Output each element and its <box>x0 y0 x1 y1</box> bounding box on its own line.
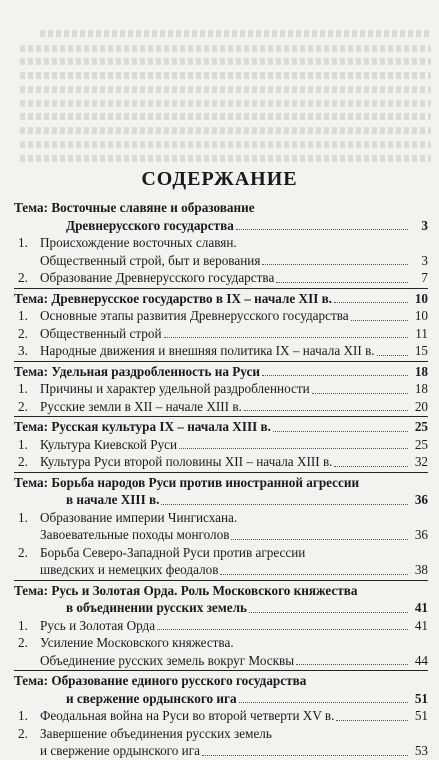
toc-page-number: 20 <box>414 398 428 414</box>
toc-entry-text: Тема: Борьба народов Руси против иностранной агрессии <box>14 474 360 490</box>
toc-entry-text: Тема: Образование единого русского государства <box>14 673 307 688</box>
toc-entry-text: Тема: Древнерусское государство в IX – начале XII в. <box>14 290 333 306</box>
toc-entry-text: Тема: Русская культура IX – начала XIII в. <box>14 419 271 434</box>
toc-item-number: 1. <box>18 509 28 525</box>
dot-leader <box>161 504 408 505</box>
toc-page-number: 15 <box>414 343 428 358</box>
section-divider <box>14 472 428 473</box>
toc-entry-text: Причины и характер удельной раздробленности <box>40 381 310 396</box>
toc-item-entry[interactable] <box>14 725 428 760</box>
toc-theme-entry[interactable] <box>14 418 428 436</box>
toc-entry-text: Культура Киевской Руси <box>40 436 178 452</box>
toc-page-number: 51 <box>414 690 428 706</box>
toc-item-entry[interactable] <box>14 453 428 471</box>
toc-entry-text: шведских и немецких феодалов <box>40 562 219 577</box>
section-divider <box>14 288 428 289</box>
toc-page-number: 41 <box>414 617 428 633</box>
toc-entry-text: Завоевательные походы монголов <box>40 527 230 542</box>
section-divider <box>14 416 428 417</box>
dot-leader <box>334 302 408 303</box>
toc-entry-text: Феодальная война на Руси во второй четверти XV в. <box>40 708 335 723</box>
toc-page-number: 18 <box>414 363 428 379</box>
toc-page-number: 53 <box>414 743 428 758</box>
toc-item-number: 1. <box>18 308 28 323</box>
dot-leader <box>296 664 408 665</box>
toc-page-number: 51 <box>414 708 428 723</box>
toc-item-entry[interactable] <box>14 436 428 454</box>
toc-item-entry[interactable] <box>14 342 428 360</box>
toc-page-number: 36 <box>414 527 428 542</box>
toc-entry-text: Тема: Русь и Золотая Орда. Роль Московского княжества <box>14 582 358 598</box>
toc-page-number: 10 <box>414 308 428 323</box>
toc-entry-text: Культура Руси второй половины XII – начала XIII в. <box>40 454 333 469</box>
page-title: СОДЕРЖАНИЕ <box>141 168 298 190</box>
toc-item-entry[interactable] <box>14 634 428 669</box>
dot-leader <box>351 320 408 321</box>
toc-item-entry[interactable] <box>14 380 428 398</box>
dot-leader <box>179 448 408 449</box>
dot-leader <box>262 375 408 376</box>
toc-entry-text: Тема: Восточные славяне и образование <box>14 200 255 215</box>
toc-entry-text: Усиление Московского княжества. <box>40 635 234 650</box>
toc-item-number: 1. <box>18 617 28 633</box>
toc-entry-text: в начале XIII в. <box>66 492 160 507</box>
toc-item-number: 1. <box>18 708 28 723</box>
toc-entry-text: Происхождение восточных славян. <box>40 235 237 250</box>
toc-entry-text: Древнерусского государства <box>66 217 234 233</box>
dot-leader <box>202 755 408 756</box>
dot-leader <box>377 355 408 356</box>
toc-entry-text: Общественный строй <box>40 325 162 341</box>
toc-item-number: 2. <box>18 725 28 741</box>
toc-item-number: 3. <box>18 343 28 358</box>
dot-leader <box>249 612 408 613</box>
toc-entry-text: Тема: Удельная раздробленность на Руси <box>14 363 260 379</box>
toc-theme-entry[interactable] <box>14 582 428 617</box>
toc-item-number: 1. <box>18 381 28 396</box>
toc-entry-text: Завершение объединения русских земель <box>40 725 272 741</box>
dot-leader <box>334 466 408 467</box>
toc-theme-entry[interactable] <box>14 672 428 707</box>
dot-leader <box>273 431 408 432</box>
dot-leader <box>164 337 408 338</box>
toc-theme-entry[interactable] <box>14 199 428 234</box>
section-divider <box>14 361 428 362</box>
dot-leader <box>157 629 408 630</box>
toc-entry-text: и свержение ордынского ига <box>66 690 237 706</box>
toc-page-number: 11 <box>415 325 428 341</box>
toc-item-number: 2. <box>18 635 28 650</box>
toc-item-entry[interactable] <box>14 398 428 416</box>
dot-leader <box>312 393 408 394</box>
toc-item-entry[interactable] <box>14 307 428 325</box>
dot-leader <box>262 264 408 265</box>
toc-item-entry[interactable] <box>14 617 428 635</box>
toc-page-number: 38 <box>414 562 428 577</box>
toc-page-number: 18 <box>414 381 428 396</box>
toc-item-entry[interactable] <box>14 509 428 544</box>
toc-page-number: 41 <box>414 600 428 615</box>
toc-page-number: 32 <box>414 454 428 469</box>
table-of-contents <box>14 199 428 760</box>
toc-page-number: 7 <box>421 270 428 285</box>
toc-page-number: 25 <box>414 419 428 434</box>
toc-item-entry[interactable] <box>14 269 428 287</box>
toc-entry-text: и свержение ордынского ига <box>40 743 200 758</box>
toc-entry-text: в объединении русских земель <box>66 600 247 615</box>
toc-item-number: 2. <box>18 270 28 285</box>
toc-item-entry[interactable] <box>14 234 428 269</box>
show-through-text <box>0 0 439 170</box>
toc-page-number: 3 <box>421 252 428 268</box>
toc-item-number: 2. <box>18 544 28 560</box>
toc-entry-text: Основные этапы развития Древнерусского государства <box>40 308 349 323</box>
toc-item-number: 1. <box>18 235 28 250</box>
toc-entry-text: Русь и Золотая Орда <box>40 617 156 633</box>
toc-page-number: 36 <box>414 492 428 507</box>
toc-item-number: 2. <box>18 454 28 469</box>
dot-leader <box>239 702 408 703</box>
dot-leader <box>231 539 408 540</box>
toc-theme-entry[interactable] <box>14 290 428 308</box>
dot-leader <box>244 410 408 411</box>
section-divider <box>14 580 428 581</box>
toc-page-number: 25 <box>414 436 428 452</box>
toc-page-number: 10 <box>414 290 428 306</box>
toc-item-entry[interactable] <box>14 707 428 725</box>
section-divider <box>14 670 428 671</box>
toc-entry-text: Объединение русских земель вокруг Москвы <box>40 652 295 668</box>
dot-leader <box>236 229 408 230</box>
dot-leader <box>276 282 408 283</box>
toc-entry-text: Общественный строй, быт и верования <box>40 252 261 268</box>
toc-item-number: 2. <box>18 398 28 414</box>
toc-entry-text: Образование империи Чингисхана. <box>40 509 238 525</box>
toc-theme-entry[interactable] <box>14 474 428 509</box>
dot-leader <box>336 720 408 721</box>
toc-item-number: 1. <box>18 436 28 452</box>
toc-item-number: 2. <box>18 325 28 341</box>
toc-entry-text: Борьба Северо-Западной Руси против агрессии <box>40 544 306 560</box>
toc-theme-entry[interactable] <box>14 363 428 381</box>
toc-entry-text: Образование Древнерусского государства <box>40 270 275 285</box>
toc-item-entry[interactable] <box>14 544 428 579</box>
toc-page-number: 44 <box>414 652 428 668</box>
toc-page-number: 3 <box>421 217 428 233</box>
toc-entry-text: Народные движения и внешняя политика IX – начала XII в. <box>40 343 375 358</box>
dot-leader <box>220 574 408 575</box>
toc-entry-text: Русские земли в XII – начале XIII в. <box>40 398 242 414</box>
toc-item-entry[interactable] <box>14 325 428 343</box>
